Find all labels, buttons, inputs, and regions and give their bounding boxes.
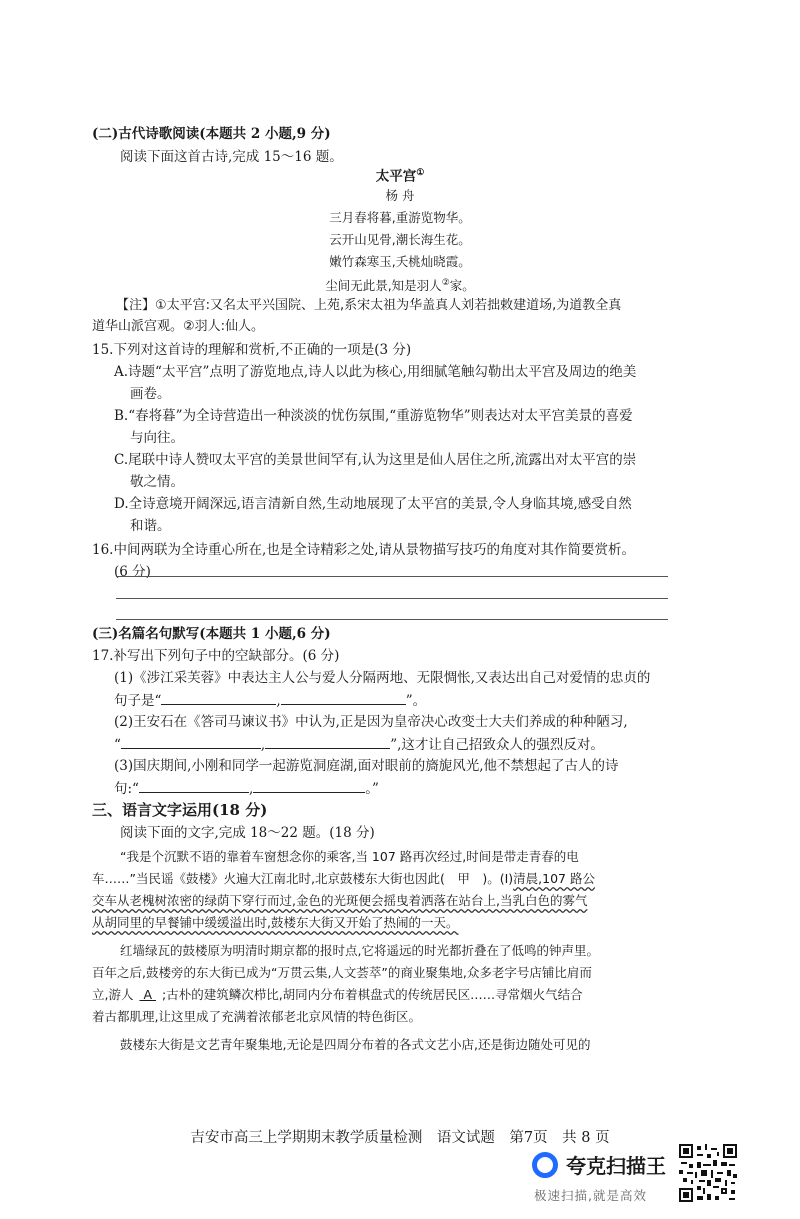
poem-line-1: 三月春将暮,重游览物华。 xyxy=(329,210,471,225)
page-footer: 吉安市高三上学期期末教学质量检测 语文试题 第7页 共 8 页 xyxy=(190,1130,610,1146)
poem-author: 杨 舟 xyxy=(385,188,415,203)
q17-2-blank-1[interactable] xyxy=(121,734,261,749)
q15-option-c-line1: C.尾联中诗人赞叹太平宫的美景世间罕有,认为这里是仙人居住之所,流露出对太平宫的崇 xyxy=(114,452,637,468)
q17-1-line2 xyxy=(114,690,426,711)
q17-1-blank-2[interactable] xyxy=(281,690,406,705)
q15-option-b-line1: B.“春将暮”为全诗营造出一种淡淡的忧伤氛围,“重游览物华”则表达对太平宫美景的喜爱 xyxy=(114,408,633,424)
question-16: 16.中间两联为全诗重心所在,也是全诗精彩之处,请从景物描写技巧的角度对其作简要赏析。 xyxy=(92,542,636,558)
q17-1-suffix: ”。 xyxy=(405,693,427,709)
poem-title-text: 太平宫 xyxy=(375,168,417,185)
q15-option-a-line1: A.诗题“太平宫”点明了游览地点,诗人以此为核心,用细腻笔触勾勒出太平宫及周边的绝美 xyxy=(114,364,637,380)
part3-heading: 三、语言文字运用(18 分) xyxy=(92,801,268,819)
poem-line-3: 嫩竹森寒玉,夭桃灿晓霞。 xyxy=(329,254,471,269)
passage-p1-line3: 交车从老槐树浓密的绿荫下穿行而过,金色的光斑便会摇曳着洒落在站台上,当乳白色的雾气 xyxy=(92,893,588,908)
passage-p1-line2 xyxy=(92,869,595,889)
passage-p1-line4 xyxy=(92,913,458,933)
brand-name: 夸克扫描王 xyxy=(566,1154,666,1178)
answer-line-3[interactable] xyxy=(116,619,668,620)
q15-option-d-line2: 和谐。 xyxy=(130,518,171,534)
passage-p2-line3 xyxy=(92,985,583,1005)
q15-option-c-line2: 敬之情。 xyxy=(130,474,184,490)
q17-3-line2 xyxy=(114,778,379,799)
passage-blank-a[interactable]: A xyxy=(139,987,156,1002)
answer-line-1[interactable] xyxy=(116,576,668,577)
passage-p1-line4-wavy: 从胡同里的早餐铺中缓缓溢出时,鼓楼东大街又开始了热闹的一天。 xyxy=(92,915,459,930)
poem-line-2: 云开山见骨,潮长海生花。 xyxy=(329,232,471,247)
q17-2-prefix: “ xyxy=(114,737,121,753)
q17-3-suffix: 。” xyxy=(365,781,379,797)
passage-p2-line3-a: 立,游人 xyxy=(92,987,134,1002)
q17-1-blank-1[interactable] xyxy=(161,690,276,705)
poem-note-1: 【注】①太平宫:又名太平兴国院、上苑,系宋太祖为华盖真人刘若拙敕建道场,为道教全真 xyxy=(116,298,622,313)
section3-heading: (三)名篇名句默写(本题共 1 小题,6 分) xyxy=(92,626,331,642)
q15-option-b-line2: 与向往。 xyxy=(130,430,184,446)
qr-code-icon xyxy=(679,1144,737,1202)
passage-p2-line1: 红墙绿瓦的鼓楼原为明清时期京都的报时点,它将遥远的时光都折叠在了低鸣的钟声里。 xyxy=(120,943,599,958)
q15-option-a-line2: 画卷。 xyxy=(130,386,171,402)
brand-logo-icon xyxy=(532,1152,558,1178)
poem-line-4-note-mark: ② xyxy=(441,278,450,288)
passage-p1-line2-wavy: 清晨,107 路公 xyxy=(513,871,595,886)
poem-title-note-mark: ① xyxy=(416,168,425,178)
passage-p2-line3-b: ;古朴的建筑鳞次栉比,胡同内分布着棋盘式的传统居民区……寻常烟火气结合 xyxy=(161,987,583,1002)
q17-1-comma: , xyxy=(276,693,281,709)
q17-3-comma: , xyxy=(248,781,254,797)
q17-2-comma: , xyxy=(260,737,266,753)
q16-score: (6 分) xyxy=(114,564,151,580)
passage-p1-line1: “我是个沉默不语的靠着车窗想念你的乘客,当 107 路再次经过,时间是带走青春的电 xyxy=(120,849,579,864)
passage-p1-line2-a: 车……”当民谣《鼓楼》火遍大江南北时,北京鼓楼东大街也因此( 甲 )。(Ⅰ) xyxy=(92,871,514,886)
passage-p2-line2: 百年之后,鼓楼旁的东大街已成为“万贯云集,人文荟萃”的商业聚集地,众多老字号店铺比肩而 xyxy=(92,965,592,980)
passage-p3-line1: 鼓楼东大街是文艺青年聚集地,无论是四周分布着的各式文艺小店,还是街边随处可见的 xyxy=(120,1037,591,1052)
brand-slogan: 极速扫描,就是高效 xyxy=(534,1188,647,1203)
answer-line-2[interactable] xyxy=(116,598,668,599)
q17-2-line2 xyxy=(114,734,604,755)
q17-3-blank-1[interactable] xyxy=(139,778,249,793)
poem-line-4-b: 家。 xyxy=(449,278,475,294)
q17-2-blank-2[interactable] xyxy=(265,734,390,749)
question-17: 17.补写出下列句子中的空缺部分。(6 分) xyxy=(92,648,340,664)
q17-2-line1: (2)王安石在《答司马谏议书》中认为,正是因为皇帝决心改变士大夫们养成的种种陋习, xyxy=(114,714,628,730)
section2-heading: (二)古代诗歌阅读(本题共 2 小题,9 分) xyxy=(92,126,331,142)
q17-1-line1: (1)《涉江采芙蓉》中表达主人公与爱人分隔两地、无限惆怅,又表达出自己对爱情的忠贞的 xyxy=(114,670,651,686)
part3-intro: 阅读下面的文字,完成 18～22 题。(18 分) xyxy=(120,825,375,841)
q17-3-prefix: 句:“ xyxy=(114,781,139,797)
poem-title xyxy=(0,163,800,187)
poem-line-4 xyxy=(0,273,800,296)
question-15: 15.下列对这首诗的理解和赏析,不正确的一项是(3 分) xyxy=(92,342,412,358)
q17-2-suffix: ”,这才让自己招致众人的强烈反对。 xyxy=(390,737,604,753)
q15-option-d-line1: D.全诗意境开阔深远,语言清新自然,生动地展现了太平宫的美景,令人身临其境,感受自然 xyxy=(114,496,632,512)
scanner-watermark xyxy=(530,1148,700,1208)
q17-3-blank-2[interactable] xyxy=(253,778,365,793)
poem-note-2: 道华山派宫观。②羽人:仙人。 xyxy=(92,319,265,334)
poem-line-4-a: 尘间无此景,知是羽人 xyxy=(325,278,442,294)
section2-intro: 阅读下面这首古诗,完成 15～16 题。 xyxy=(120,149,343,165)
q17-3-line1: (3)国庆期间,小刚和同学一起游览洞庭湖,面对眼前的旖旎风光,他不禁想起了古人的诗 xyxy=(114,758,619,774)
q17-1-prefix: 句子是“ xyxy=(114,693,162,709)
passage-p2-line4: 着古都肌理,让这里成了充满着浓郁老北京风情的特色街区。 xyxy=(92,1009,421,1024)
